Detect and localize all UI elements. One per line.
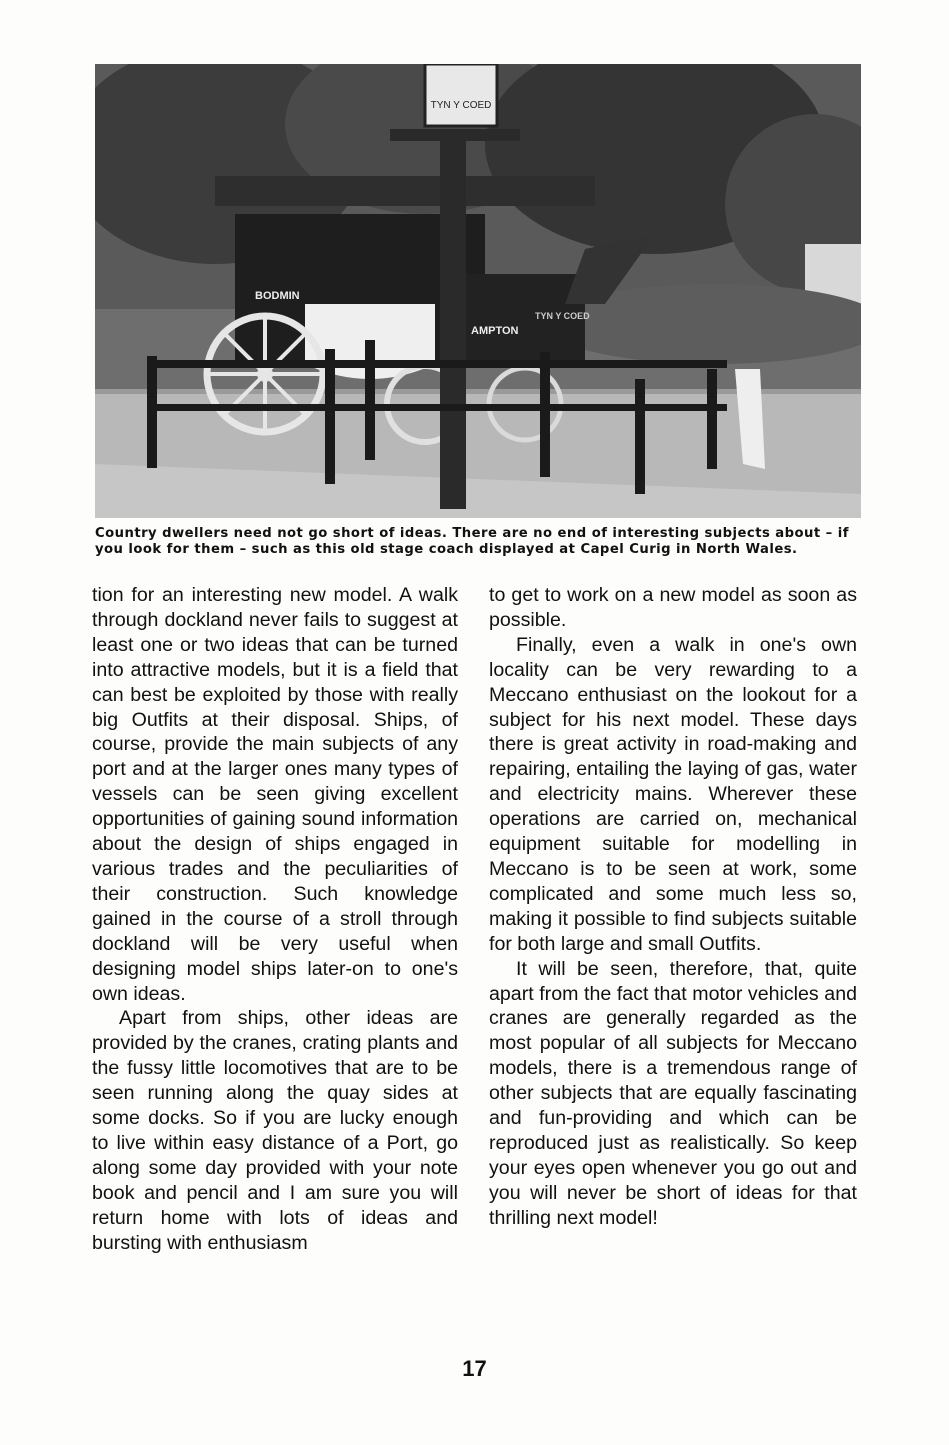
- paragraph: Finally, even a walk in one's own locality can be very rewarding to a Meccano enthusiast on the lookout for a subject for his next model. These days there is great activity in road-making and repairing, entailing the laying of gas, water and electricity mains. Wherever these operations are carried on, mechanical equipment suitable for modelling in Meccano is to be seen at work, some complicated and some much less so, making it possible to find subjects suitable for both large and small Outfits.: [489, 633, 857, 955]
- left-column: [92, 583, 458, 1255]
- coach-label-tyn-y-coed: TYN Y COED: [535, 311, 590, 321]
- paragraph: to get to work on a new model as soon as possible.: [489, 584, 857, 631]
- photo-caption: Country dwellers need not go short of ideas. There are no end of interesting subjects about – if you look for them – such as this old stage coach displayed at Capel Curig in North Wales.: [95, 526, 849, 557]
- page-number: 17: [462, 1356, 487, 1381]
- paragraph: tion for an interesting new model. A walk through dockland never fails to suggest at least one or two ideas that can be turned into attractive models, but it is a field that can best be exploited by those with really big Outfits at their disposal. Ships, of course, provide the main subjects of any port and at the larger ones many types of vessels can be seen giving excellent opportunities of gaining sound information about the design of ships engaged in various trades and the peculiarities of their construction. Such knowledge gained in the course of a stroll through dockland will be very useful when designing model ships later-on to one's own ideas.: [92, 584, 458, 1005]
- stage-coach-photo: [95, 64, 861, 518]
- right-column: [489, 583, 857, 1231]
- paragraph: It will be seen, therefore, that, quite apart from the fact that motor vehicles and cranes are generally regarded as the most popular of all subjects for Meccano models, there is a tremendous range of other subjects that are equally fascinating and fun-providing and which can be reproduced just as realistically. So keep your eyes open whenever you go out and you will never be short of ideas for that thrilling next model!: [489, 957, 857, 1229]
- coach-label-bodmin: BODMIN: [255, 290, 300, 302]
- paragraph: Apart from ships, other ideas are provided by the cranes, crating plants and the fussy little locomotives that are to be seen running along the quay sides at some docks. So if you are lucky enough to live within easy distance of a Port, go along some day provided with your note book and pencil and I am sure you will return home with lots of ideas and bursting with enthusiasm: [92, 1007, 458, 1254]
- coach-label-ampton: AMPTON: [471, 325, 519, 337]
- sign-text: TYN Y COED: [430, 100, 492, 111]
